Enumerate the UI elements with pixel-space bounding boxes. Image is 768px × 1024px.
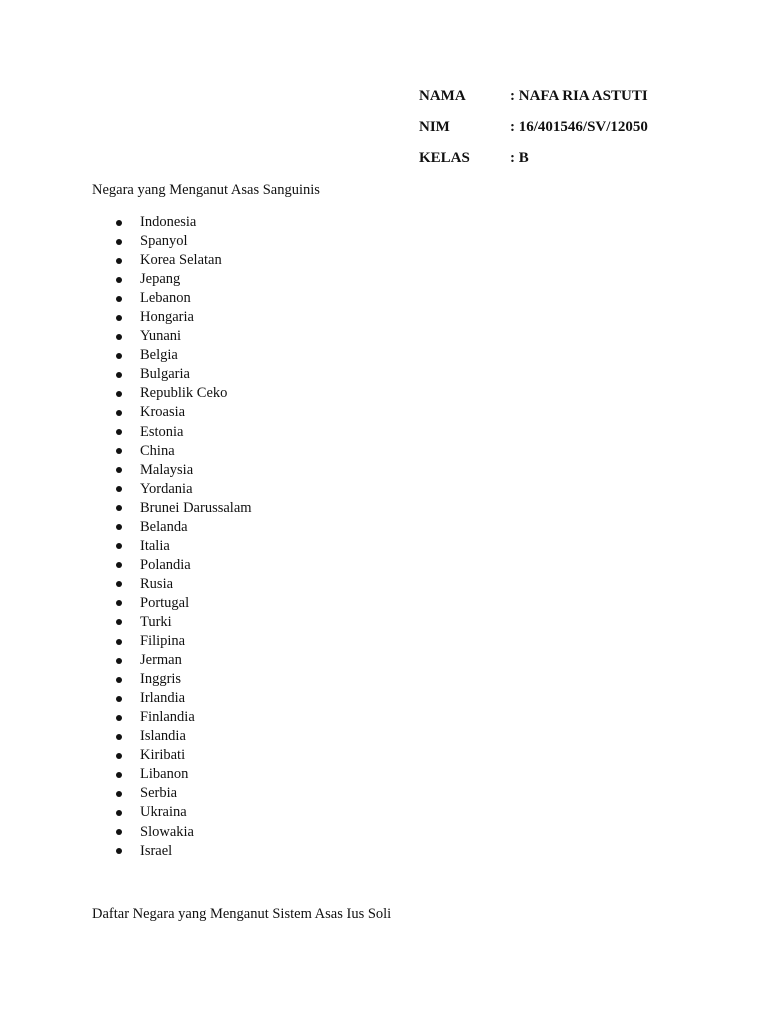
country-name: China bbox=[140, 442, 175, 459]
bullet-icon bbox=[116, 258, 122, 264]
country-name: Portugal bbox=[140, 594, 190, 611]
bullet-icon bbox=[116, 372, 122, 378]
country-name: Rusia bbox=[140, 575, 174, 592]
country-name: Polandia bbox=[140, 556, 191, 573]
bullet-icon bbox=[116, 448, 122, 454]
bullet-icon bbox=[116, 791, 122, 797]
bullet-icon bbox=[116, 334, 122, 340]
country-name: Estonia bbox=[140, 423, 184, 440]
country-name: Serbia bbox=[140, 785, 178, 802]
bullet-icon bbox=[116, 639, 122, 645]
bullet-icon bbox=[116, 619, 122, 625]
country-name: Kiribati bbox=[140, 747, 186, 764]
bullet-icon bbox=[116, 467, 122, 473]
country-name: Kroasia bbox=[140, 404, 186, 421]
country-name: Jerman bbox=[140, 652, 182, 669]
country-name: Belgia bbox=[140, 347, 178, 364]
bullet-icon bbox=[116, 315, 122, 321]
bullet-icon bbox=[116, 524, 122, 530]
bullet-icon bbox=[116, 600, 122, 606]
bullet-icon bbox=[116, 429, 122, 435]
soli-heading: Daftar Negara yang Menganut Sistem Asas Ius Soli bbox=[92, 906, 392, 922]
bullet-icon bbox=[116, 581, 122, 587]
sanguinis-heading: Negara yang Menganut Asas Sanguinis bbox=[92, 182, 320, 198]
country-name: Malaysia bbox=[140, 461, 194, 478]
bullet-icon bbox=[116, 410, 122, 416]
country-name: Indonesia bbox=[140, 214, 197, 230]
kelas-label: KELAS bbox=[419, 150, 470, 166]
country-name: Lebanon bbox=[140, 290, 191, 307]
country-name: Bulgaria bbox=[140, 366, 190, 383]
bullet-icon bbox=[116, 296, 122, 302]
country-name: Islandia bbox=[140, 728, 186, 745]
bullet-icon bbox=[116, 753, 122, 759]
country-name: Slowakia bbox=[140, 823, 194, 840]
country-name: Spanyol bbox=[140, 233, 188, 250]
nim-value: : 16/401546/SV/12050 bbox=[510, 119, 648, 135]
bullet-icon bbox=[116, 848, 122, 854]
country-name: Hongaria bbox=[140, 309, 194, 326]
bullet-icon bbox=[116, 505, 122, 511]
bullet-icon bbox=[116, 677, 122, 683]
bullet-icon bbox=[116, 772, 122, 778]
bullet-icon bbox=[116, 220, 122, 226]
country-name: Korea Selatan bbox=[140, 252, 222, 269]
country-name: Inggris bbox=[140, 671, 182, 688]
bullet-icon bbox=[116, 239, 122, 245]
country-name: Brunei Darussalam bbox=[140, 499, 252, 516]
country-name: Ukraina bbox=[140, 804, 187, 821]
bullet-icon bbox=[116, 543, 122, 549]
country-name: Turki bbox=[140, 613, 172, 630]
bullet-icon bbox=[116, 658, 122, 664]
bullet-icon bbox=[116, 486, 122, 492]
country-name: Italia bbox=[140, 537, 170, 554]
country-name: Filipina bbox=[140, 633, 186, 650]
country-name: Libanon bbox=[140, 766, 189, 783]
bullet-icon bbox=[116, 810, 122, 816]
country-name: Yunani bbox=[140, 328, 182, 345]
bullet-icon bbox=[116, 715, 122, 721]
bullet-icon bbox=[116, 562, 122, 568]
bullet-icon bbox=[116, 696, 122, 702]
bullet-icon bbox=[116, 734, 122, 740]
nama-value: : NAFA RIA ASTUTI bbox=[510, 88, 648, 104]
country-name: Belanda bbox=[140, 518, 188, 535]
country-name: Jepang bbox=[140, 271, 181, 288]
country-name: Irlandia bbox=[140, 690, 186, 707]
bullet-icon bbox=[116, 391, 122, 397]
country-name: Israel bbox=[140, 842, 173, 859]
nim-label: NIM bbox=[419, 119, 450, 135]
bullet-icon bbox=[116, 829, 122, 835]
country-name: Republik Ceko bbox=[140, 385, 228, 402]
kelas-value: : B bbox=[510, 150, 529, 166]
nama-label: NAMA bbox=[419, 88, 466, 104]
bullet-icon bbox=[116, 277, 122, 283]
country-name: Yordania bbox=[140, 480, 193, 497]
bullet-icon bbox=[116, 353, 122, 359]
country-name: Finlandia bbox=[140, 709, 195, 726]
